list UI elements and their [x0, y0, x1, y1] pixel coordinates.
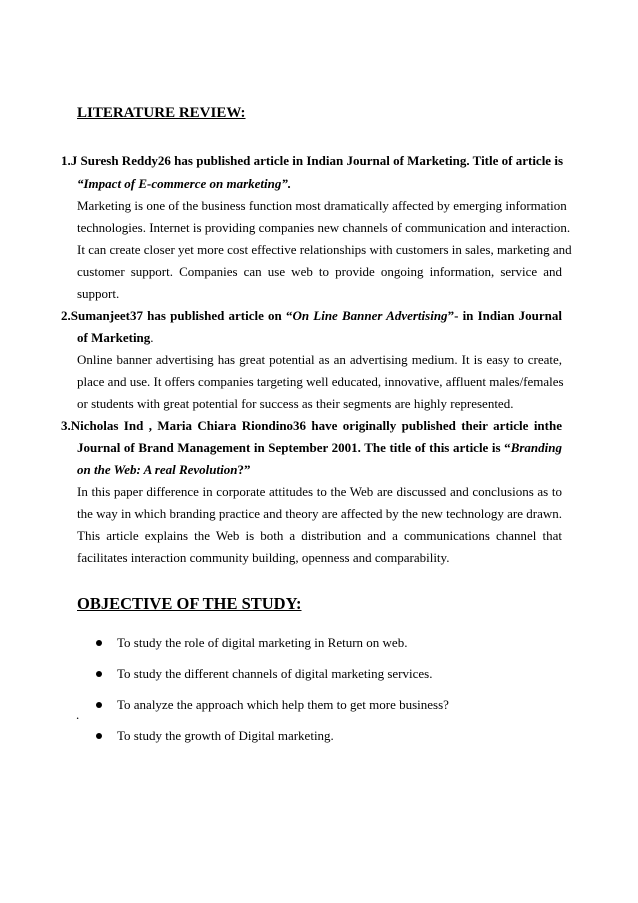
review-item-2-body-line: or students with great potential for success as their segments are highly represented. [77, 396, 514, 411]
bullet-icon [96, 733, 102, 739]
bullet-icon [96, 702, 102, 708]
review-item-3-title-line: on the Web: A real Revolution?” [77, 462, 251, 477]
review-item-3-body-line: In this paper difference in corporate attitudes to the Web are discussed and conclusions as to [77, 484, 562, 499]
review-item-3-body-line: This article explains the Web is both a distribution and a communications channel that [77, 528, 562, 543]
review-item-1-title: “Impact of E-commerce on marketing”. [77, 176, 292, 191]
bullet-icon [96, 671, 102, 677]
review-item-3-journal-line: Journal of Brand Management in September 2001. The title of this article is “Branding [77, 440, 562, 455]
review-item-2-body-line: Online banner advertising has great potential as an advertising medium. It is easy to create, [77, 352, 562, 367]
review-item-1-body-line: Marketing is one of the business function most dramatically affected by emerging information [77, 198, 567, 213]
review-item-3-author-line: 3.Nicholas Ind , Maria Chiara Riondino36 have originally published their article inthe [61, 418, 562, 433]
review-item-3-body-line: facilitates interaction community building, openness and comparability. [77, 550, 450, 565]
literature-review-heading: LITERATURE REVIEW: [77, 105, 246, 121]
document-page: LITERATURE REVIEW: 1.J Suresh Reddy26 has published article in Indian Journal of Marketing. Title of article is “Impact of E-commerce on marketing”. Marketing is one of the business function most dramatically affected by emerging information technologies. Internet is providing companies new channels of communication and interaction. It can create closer yet more cost effective relationships with customers in sales, marketing and customer support. Companies can use web to provide ongoing information, service and support. 2.Sumanjeet37 has published article on “On Line Banner Advertising”- in Indian Journal of Marketing. Online banner advertising has great potential as an advertising medium. It is easy to create, place and use. It offers companies targeting well educated, innovative, affluent males/females or students with great potential for success as their segments are highly represented. 3.Nicholas Ind , Maria Chiara Riondino36 have originally published their article inthe Journal of Brand Management in September 2001. The title of this article is “Branding on the Web: A real Revolution?” In this paper difference in corporate attitudes to the Web are discussed and conclusions as to the way in which branding practice and theory are affected by the new technology are drawn. This article explains the Web is both a distribution and a communications channel that facilitates interaction community building, openness and comparability. OBJECTIVE OF THE STUDY: To study the role of digital marketing in Return on web. To study the different channels of digital marketing services. To analyze the approach which help them to get more business? . To study the growth of Digital marketing. [61, 105, 572, 743]
review-item-1-body-line: support. [77, 286, 120, 301]
review-item-1-body-line: customer support. Companies can use web to provide ongoing information, service and [77, 264, 562, 279]
review-item-1-author-line: 1.J Suresh Reddy26 has published article in Indian Journal of Marketing. Title of article is [61, 153, 563, 168]
review-item-2-journal: of Marketing. [77, 330, 154, 345]
review-item-3-body-line: the way in which branding practice and theory are affected by the new technology are drawn. [77, 506, 562, 521]
review-item-2-body-line: place and use. It offers companies targeting well educated, innovative, affluent males/females [77, 374, 564, 389]
review-item-1-body-line: technologies. Internet is providing companies new channels of communication and interaction. [77, 220, 571, 235]
objective-heading: OBJECTIVE OF THE STUDY: [77, 594, 302, 613]
review-item-2-author-line: 2.Sumanjeet37 has published article on “On Line Banner Advertising”- in Indian Journal [61, 308, 562, 323]
stray-mark: . [76, 707, 80, 722]
bullet-icon [96, 640, 102, 646]
review-item-1-body-line: It can create closer yet more cost effective relationships with customers in sales, marketing and [77, 242, 572, 257]
